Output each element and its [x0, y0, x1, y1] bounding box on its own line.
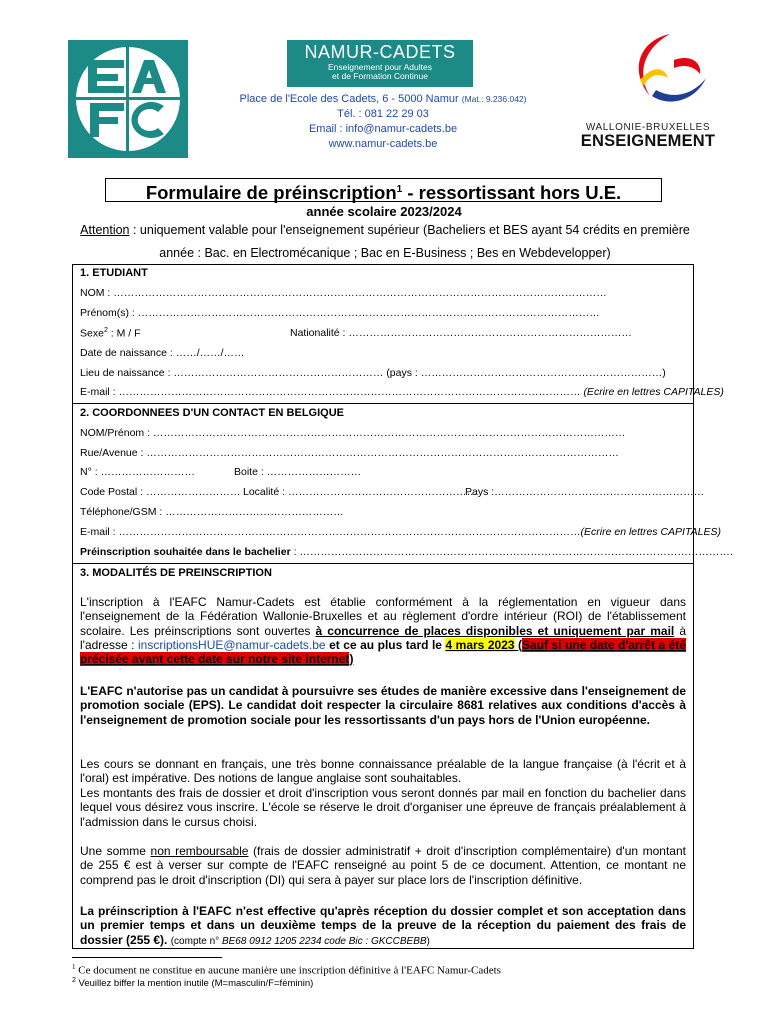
footnote-2-number: 2: [72, 977, 76, 984]
email-field[interactable]: [80, 386, 724, 398]
p5-text-b: (frais de dossier administratif + droit d'inscription complémentaire) d'un montant de 255 € est à verser sur compte de l'EAFC renseigné au point 5 de ce document. Attention, ce montant ne comprend pas le droit d'inscription (DI) qui sera à payer sur place lors de l'inscription définitive.: [80, 844, 686, 887]
contact-email-dots: E-mail : ……………………………………………………………………………………………………………………: [80, 526, 581, 538]
contact-email-capitals-note: (Ecrire en lettres CAPITALES): [580, 526, 721, 538]
p1-text-c: à l'adresse :: [80, 623, 687, 652]
school-address-line: [200, 92, 566, 107]
email-dots: E-mail : ……………………………………………………………………………………………………………………: [80, 386, 581, 398]
school-name-box: [287, 40, 473, 87]
wbe-wordmark-bottom: ENSEIGNEMENT: [580, 132, 716, 150]
email-capitals-note: (Ecrire en lettres CAPITALES): [583, 386, 724, 398]
p1-text-d: et ce au plus tard le: [325, 637, 446, 652]
form-title: [105, 178, 662, 202]
contact-code-postal-field[interactable]: Code Postal : ………………………: [80, 486, 241, 498]
attention-note: [80, 219, 690, 265]
bank-account: BE68 0912 1205 2234 code Bic : GKCCBEBB: [221, 935, 427, 947]
deadline-exception-note: Sauf si une date d'arrêt a été précisée avant cette date sur notre site internet: [80, 637, 686, 667]
p1-paren-open: (: [514, 637, 523, 652]
deadline-date: 4 mars 2023: [445, 637, 515, 652]
contact-nom-prenom-field[interactable]: NOM/Prénom : ………………………………………………………………………………………………………………………: [80, 427, 626, 439]
form-title-rest: - ressortissant hors U.E.: [402, 182, 622, 204]
section-1-title: 1. ETUDIANT: [80, 267, 148, 279]
contact-telephone-field[interactable]: Téléphone/GSM : ……………………………………………: [80, 506, 344, 518]
bachelier-label: Préinscription souhaitée dans le bachelier: [80, 546, 291, 558]
footnote-2-text: Veuillez biffer la mention inutile (M=masculin/F=féminin): [75, 978, 314, 990]
contact-rue-field[interactable]: Rue/Avenue : ………………………………………………………………………………………………………………………: [80, 447, 619, 459]
paragraph-somme: [80, 844, 686, 887]
eafc-logo-graphic: [68, 40, 188, 158]
contact-email-field[interactable]: [80, 526, 721, 538]
contact-numero-field[interactable]: N° : ………………………: [80, 466, 196, 478]
p6-close: ): [426, 935, 430, 947]
wbe-wordmark-top: WALLONIE-BRUXELLES: [585, 122, 711, 133]
section-3-title: 3. MODALITÉS DE PREINSCRIPTION: [80, 567, 272, 579]
footnote-ref-2: 2: [103, 327, 108, 334]
p1-highlight-places: à concurrence de places disponibles et uniquement par mail: [315, 623, 675, 638]
paragraph-eps-conditions: L'EAFC n'autorise pas un candidat à poursuivre ses études de manière excessive dans l'enseignement de promotion sociale (EPS). Le candidat doit respecter la circulaire 8681 relatives aux conditions d'accès à l'enseignement de promotion sociale pour les ressortissants d'un pays hors de l'Union européenne.: [80, 684, 686, 727]
p5-text-a: Une somme: [80, 844, 151, 858]
paragraph-preinscription-effective: [80, 904, 686, 949]
school-subtitle-2: et de Formation Continue: [332, 71, 428, 81]
sexe-field[interactable]: [80, 327, 141, 340]
footnote-1: [72, 963, 501, 977]
paragraph-inscription: [80, 595, 686, 666]
date-naissance-field[interactable]: Date de naissance : ……/……/……: [80, 347, 245, 359]
bachelier-field[interactable]: [80, 546, 733, 558]
school-year: année scolaire 2023/2024: [306, 204, 462, 219]
wbe-logo-graphic: [578, 30, 718, 122]
section-divider-1: [72, 403, 694, 404]
p1-text-a: L'inscription à l'EAFC Namur-Cadets est établie conformément à la réglementation en vigueur dans l'enseignement de la Fédération Wallonie-Bruxelles et au règlement d'ordre intérieur (ROI) de l'établissement scolaire. Les préinscriptions sont ouvertes: [80, 595, 686, 638]
section-divider-2: [72, 563, 694, 564]
school-mat-number: (Mat.: 9.236.042): [461, 94, 527, 104]
paragraph-langue: Les cours se donnant en français, une très bonne connaissance préalable de la langue française (à l'écrit et à l'oral) est impérative. Des notions de langue anglaise sont souhaitables.: [80, 757, 686, 786]
footnote-1-number: 1: [72, 963, 76, 971]
nationalite-field[interactable]: Nationalité : ………………………………………………………………………: [290, 327, 632, 339]
non-remboursable: non remboursable: [150, 844, 249, 858]
sexe-options: : M / F: [107, 327, 141, 340]
contact-boite-field[interactable]: Boite : ………………………: [234, 466, 362, 478]
eafc-logo: [68, 40, 188, 158]
paragraph-frais: Les montants des frais de dossier et droit d'inscription vous seront donnés par mail en fonction du bachelier dans lequel vous désirez vous inscrire. L'école se réserve le droit d'organiser une épreuve de français préalablement à l'admission dans le cursus choisi.: [80, 786, 686, 829]
form-title-main: Formulaire de préinscription: [145, 182, 397, 204]
school-contact: [200, 92, 566, 152]
school-address: Place de l'Ecole des Cadets, 6 - 5000 Namur: [239, 93, 459, 105]
contact-pays-field[interactable]: Pays :……………………………………………………: [465, 486, 705, 498]
footnote-separator: [72, 957, 222, 958]
school-name: NAMUR-CADETS: [304, 42, 456, 62]
school-phone: Tél. : 081 22 29 03: [337, 108, 429, 120]
p1-paren-close: ): [349, 652, 354, 667]
footnote-ref-1: 1: [396, 184, 403, 195]
school-email[interactable]: Email : info@namur-cadets.be: [308, 123, 458, 135]
inscriptions-email-link[interactable]: inscriptionsHUE@namur-cadets.be: [138, 637, 326, 652]
prenom-field[interactable]: Prénom(s) : ……………………………………………………………………………………………………………………: [80, 307, 600, 319]
section-2-title: 2. COORDONNEES D'UN CONTACT EN BELGIQUE: [80, 407, 344, 419]
p6-bold-text: La préinscription à l'EAFC n'est effective qu'après réception du dossier complet et son acceptation dans un premier temps et dans un deuxième temps de la preuve de la réception du paiement des frais de dossier (255 €).: [80, 904, 686, 947]
attention-label: Attention: [80, 223, 130, 237]
school-website[interactable]: www.namur-cadets.be: [328, 138, 438, 150]
nom-field[interactable]: NOM : ……………………………………………………………………………………………………………………………: [80, 287, 607, 299]
bachelier-dots: : …………………………………………………………………………………………………………….: [290, 546, 733, 558]
lieu-naissance-field[interactable]: Lieu de naissance : …………………………………………………… (pays : ……………………………………………………………): [80, 367, 666, 379]
footnote-2: [72, 977, 313, 989]
sexe-label: Sexe: [80, 327, 104, 340]
contact-localite-field[interactable]: Localité : ………………………………………………: [243, 486, 477, 498]
school-subtitle-1: Enseignement pour Adultes: [328, 62, 432, 72]
attention-text: : uniquement valable pour l'enseignement supérieur (Bacheliers et BES ayant 54 crédits en première année : Bac. en Electromécanique ; Bac en E-Business ; Bes en Webdevelopper): [129, 223, 690, 260]
p6-account-label: (compte n°: [170, 935, 222, 947]
footnote-1-text: Ce document ne constitue en aucune manière une inscription définitive à l'EAFC Namur-Cadets: [75, 964, 501, 977]
